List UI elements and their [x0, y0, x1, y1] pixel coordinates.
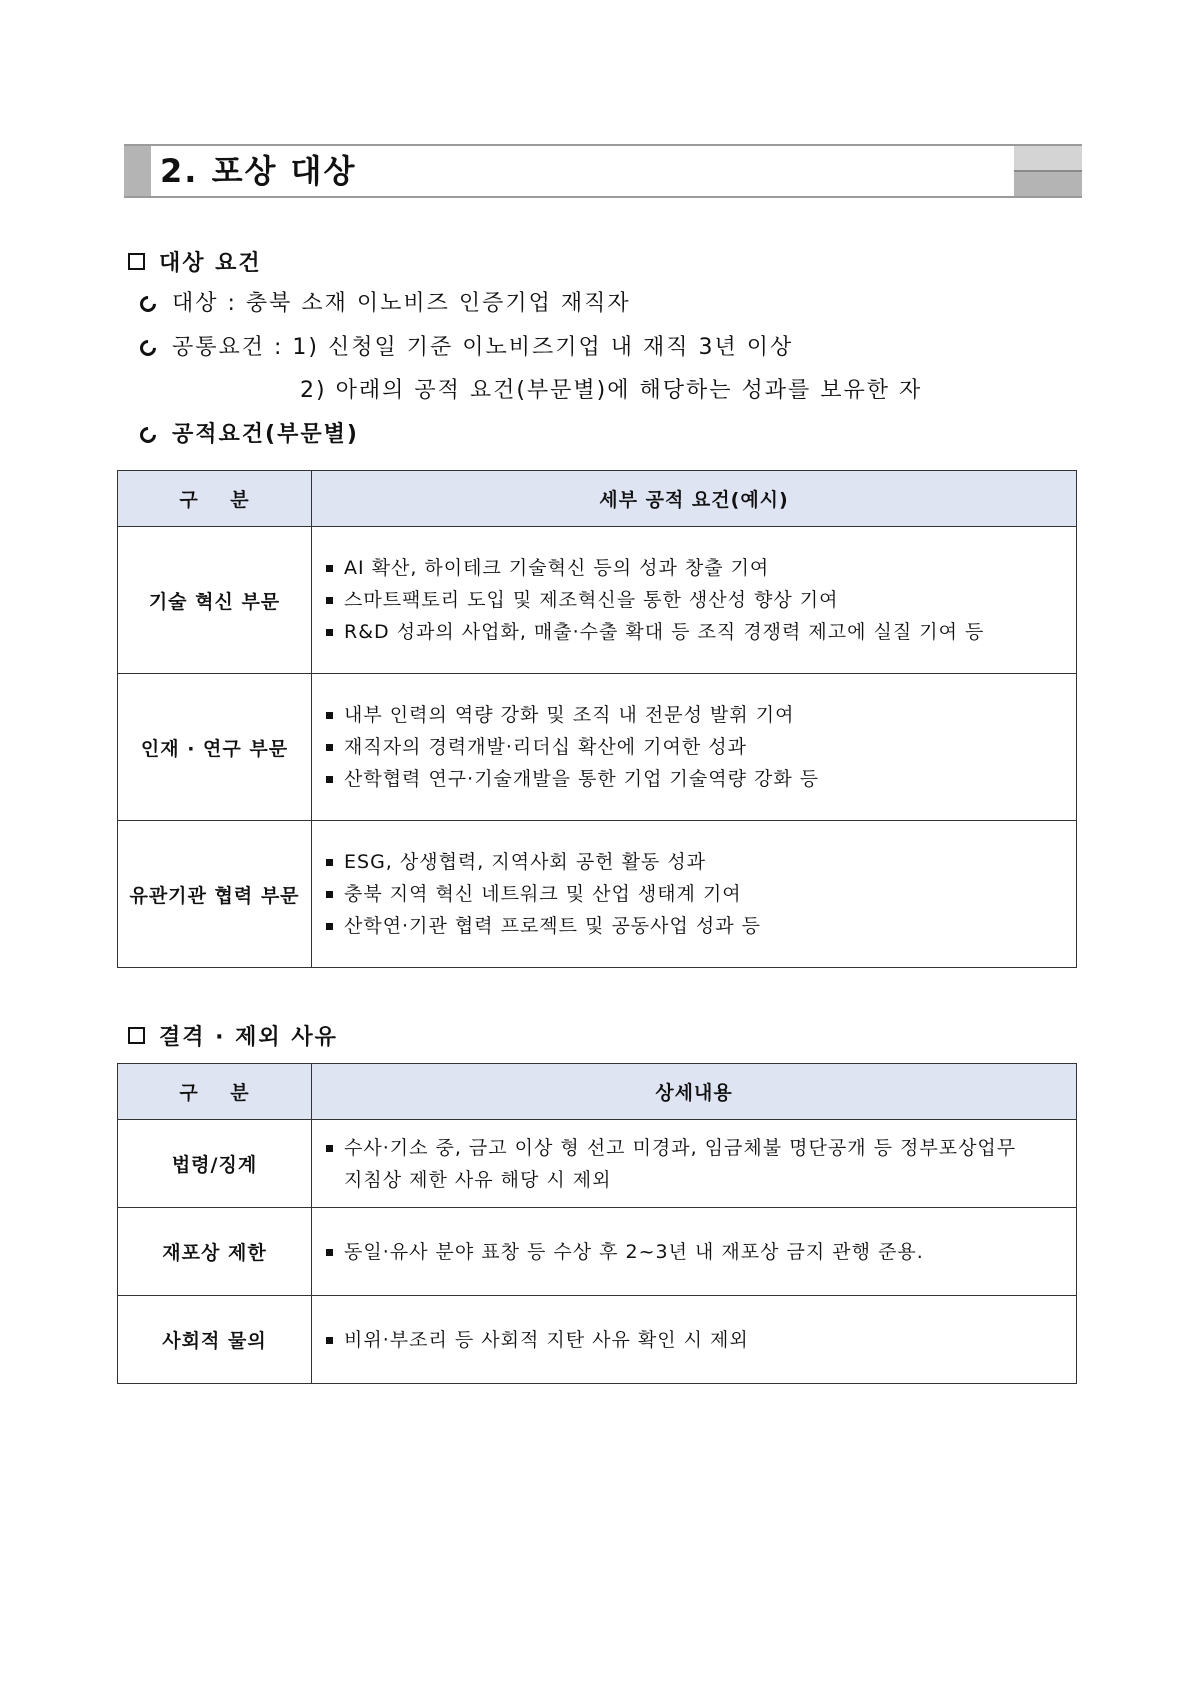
list-item: 수사·기소 중, 금고 이상 형 선고 미경과, 임금체불 명단공개 등 정부포상업무 지침상 제한 사유 해당 시 제외 — [326, 1132, 1036, 1196]
row-items — [312, 674, 1077, 821]
square-bullet-icon — [326, 1145, 333, 1152]
section-title: 2. 포상 대상 — [160, 152, 357, 190]
square-bullet-icon — [326, 712, 333, 719]
checkbox-square-icon — [128, 253, 145, 270]
eligibility-heading-text: 대상 요건 — [159, 251, 262, 276]
merit-requirement-heading — [140, 420, 359, 450]
heading-left-tab — [124, 146, 151, 196]
disqualification-table — [117, 1063, 1077, 1384]
table-header-row — [118, 471, 1077, 527]
table-row — [118, 674, 1077, 821]
square-bullet-icon — [326, 1249, 333, 1256]
common-requirement-text-1: 공통요건 : 1) 신청일 기준 이노비즈기업 내 재직 3년 이상 — [172, 335, 794, 360]
square-bullet-icon — [326, 1337, 333, 1344]
square-bullet-icon — [326, 565, 333, 572]
disqualification-heading-text: 결격 · 제외 사유 — [159, 1025, 338, 1050]
ring-bullet-icon — [137, 424, 160, 447]
heading-right-tab — [1014, 146, 1082, 196]
disqualification-heading — [128, 1020, 338, 1051]
row-category: 기술 혁신 부문 — [118, 527, 312, 674]
row-items — [312, 821, 1077, 968]
table-row — [118, 1296, 1077, 1384]
list-item: 내부 인력의 역량 강화 및 조직 내 전문성 발휘 기여 — [326, 699, 1076, 731]
square-bullet-icon — [326, 597, 333, 604]
list-item: AI 확산, 하이테크 기술혁신 등의 성과 창출 기여 — [326, 552, 1076, 584]
row-category: 인재 · 연구 부문 — [118, 674, 312, 821]
square-bullet-icon — [326, 859, 333, 866]
list-item: 충북 지역 혁신 네트워크 및 산업 생태계 기여 — [326, 878, 1076, 910]
target-line-text: 대상 : 충북 소재 이노비즈 인증기업 재직자 — [172, 291, 631, 316]
ring-bullet-icon — [137, 337, 160, 360]
table-row — [118, 1120, 1077, 1208]
checkbox-square-icon — [128, 1027, 145, 1044]
merit-requirements-table — [117, 470, 1077, 968]
row-category: 재포상 제한 — [118, 1208, 312, 1296]
eligibility-heading — [128, 246, 262, 277]
row-items — [312, 1296, 1077, 1384]
square-bullet-icon — [326, 629, 333, 636]
table-row — [118, 1208, 1077, 1296]
common-requirement-text-2: 2) 아래의 공적 요건(부문별)에 해당하는 성과를 보유한 자 — [300, 378, 923, 403]
list-item: 동일·유사 분야 표창 등 수상 후 2~3년 내 재포상 금지 관행 준용. — [326, 1236, 1076, 1268]
row-items — [312, 527, 1077, 674]
row-category: 법령/징계 — [118, 1120, 312, 1208]
square-bullet-icon — [326, 923, 333, 930]
list-item: ESG, 상생협력, 지역사회 공헌 활동 성과 — [326, 846, 1076, 878]
row-items — [312, 1120, 1077, 1208]
header-category: 구 분 — [118, 1064, 312, 1120]
list-item: 비위·부조리 등 사회적 지탄 사유 확인 시 제외 — [326, 1324, 1076, 1356]
header-detail: 상세내용 — [312, 1064, 1077, 1120]
square-bullet-icon — [326, 891, 333, 898]
square-bullet-icon — [326, 744, 333, 751]
table-header-row — [118, 1064, 1077, 1120]
row-items — [312, 1208, 1077, 1296]
row-category: 유관기관 협력 부문 — [118, 821, 312, 968]
list-item: 산학연·기관 협력 프로젝트 및 공동사업 성과 등 — [326, 910, 1076, 942]
header-detail: 세부 공적 요건(예시) — [312, 471, 1077, 527]
square-bullet-icon — [326, 776, 333, 783]
table-row — [118, 821, 1077, 968]
common-requirement-line-2 — [300, 376, 922, 406]
row-category: 사회적 물의 — [118, 1296, 312, 1384]
list-item: 재직자의 경력개발·리더십 확산에 기여한 성과 — [326, 731, 1076, 763]
target-line — [140, 289, 631, 319]
list-item: R&D 성과의 사업화, 매출·수출 확대 등 조직 경쟁력 제고에 실질 기여 등 — [326, 616, 1076, 648]
list-item: 스마트팩토리 도입 및 제조혁신을 통한 생산성 향상 기여 — [326, 584, 1076, 616]
table-row — [118, 527, 1077, 674]
list-item: 산학협력 연구·기술개발을 통한 기업 기술역량 강화 등 — [326, 763, 1076, 795]
header-category: 구 분 — [118, 471, 312, 527]
merit-requirement-heading-text: 공적요건(부문별) — [172, 422, 359, 447]
ring-bullet-icon — [137, 293, 160, 316]
common-requirement-line-1 — [140, 333, 793, 363]
